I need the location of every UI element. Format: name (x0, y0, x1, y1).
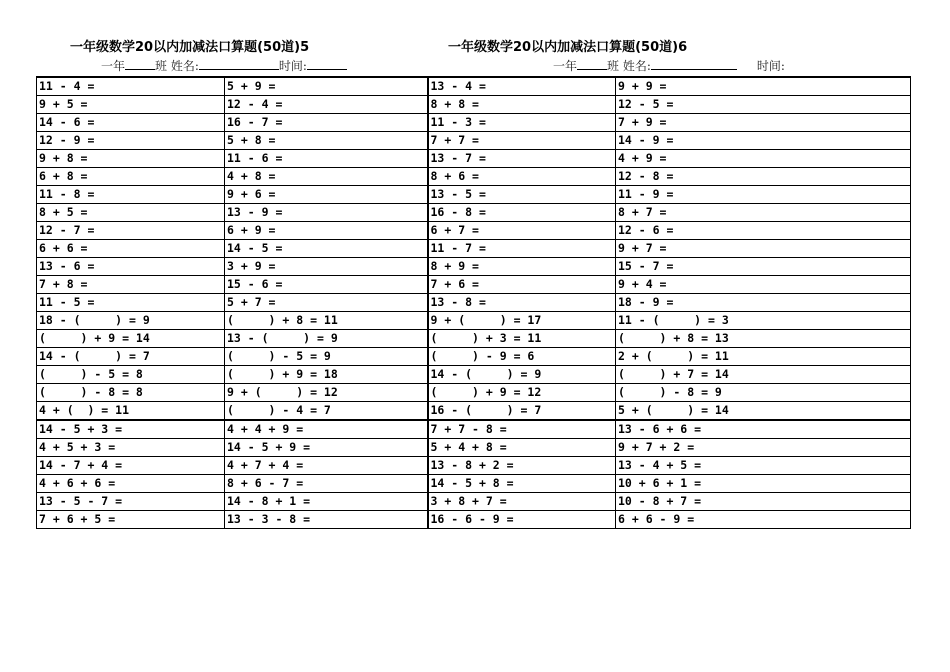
problem-cell: 11 - 6 = (225, 150, 428, 168)
problem-cell: 13 - 7 = (428, 150, 616, 168)
problem-cell: 8 + 8 = (428, 96, 616, 114)
problem-cell: 4 + 9 = (616, 150, 911, 168)
problem-cell: 10 + 6 + 1 = (616, 475, 911, 493)
problem-cell: 14 - 6 = (37, 114, 225, 132)
problem-row (37, 330, 911, 348)
problem-row (37, 348, 911, 366)
problem-row (37, 150, 911, 168)
problem-cell: 13 - 4 + 5 = (616, 457, 911, 475)
problem-row (37, 366, 911, 384)
problem-cell: 12 - 9 = (37, 132, 225, 150)
problem-cell: 13 - 5 = (428, 186, 616, 204)
problem-cell: 14 - 5 + 3 = (37, 420, 225, 439)
problem-row (37, 77, 911, 96)
right-sheet-header-line (553, 57, 785, 74)
grade-label: 一年 (101, 59, 126, 73)
problem-cell: 14 - 8 + 1 = (225, 493, 428, 511)
problem-cell: ( ) + 9 = 18 (225, 366, 428, 384)
problem-cell: 16 - 6 - 9 = (428, 511, 616, 529)
problem-cell: 12 - 8 = (616, 168, 911, 186)
problem-cell: 5 + 9 = (225, 77, 428, 96)
problem-row (37, 240, 911, 258)
problem-cell: 9 + 7 + 2 = (616, 439, 911, 457)
problem-row (37, 114, 911, 132)
problem-cell: 8 + 7 = (616, 204, 911, 222)
grade-label: 一年 (553, 59, 578, 73)
problem-cell: ( ) - 5 = 9 (225, 348, 428, 366)
problem-cell: 8 + 6 - 7 = (225, 475, 428, 493)
problem-cell: 5 + 7 = (225, 294, 428, 312)
problem-cell: 8 + 5 = (37, 204, 225, 222)
problem-cell: 14 - 7 + 4 = (37, 457, 225, 475)
problem-cell: ( ) + 3 = 11 (428, 330, 616, 348)
problem-row (37, 312, 911, 330)
problem-cell: ( ) + 9 = 14 (37, 330, 225, 348)
left-sheet-title: 一年级数学20以内加减法口算题(50道)5 (70, 40, 310, 55)
name-blank (651, 57, 737, 70)
time-label: 时间: (756, 59, 785, 73)
problem-row (37, 475, 911, 493)
problem-cell: 14 - 5 + 8 = (428, 475, 616, 493)
class-blank (577, 57, 607, 70)
problem-cell: 13 - 6 = (37, 258, 225, 276)
problem-cell: 9 + ( ) = 17 (428, 312, 616, 330)
class-name-label: 班 姓名: (607, 59, 651, 73)
problem-cell: 13 - 9 = (225, 204, 428, 222)
problem-cell: 6 + 7 = (428, 222, 616, 240)
problem-cell: 12 - 5 = (616, 96, 911, 114)
left-sheet-header-line (101, 57, 347, 74)
problem-cell: 9 + 4 = (616, 276, 911, 294)
problem-cell: 7 + 8 = (37, 276, 225, 294)
problem-cell: 9 + 5 = (37, 96, 225, 114)
problem-row (37, 511, 911, 529)
problem-cell: 2 + ( ) = 11 (616, 348, 911, 366)
problem-cell: 13 - 6 + 6 = (616, 420, 911, 439)
problem-row (37, 186, 911, 204)
problem-cell: 14 - 5 + 9 = (225, 439, 428, 457)
problem-cell: 12 - 6 = (616, 222, 911, 240)
problem-cell: 4 + ( ) = 11 (37, 402, 225, 421)
problem-cell: ( ) + 9 = 12 (428, 384, 616, 402)
problem-cell: 7 + 6 + 5 = (37, 511, 225, 529)
problem-cell: 9 + 7 = (616, 240, 911, 258)
problem-cell: 13 - 8 = (428, 294, 616, 312)
problem-row (37, 222, 911, 240)
problem-cell: 12 - 4 = (225, 96, 428, 114)
problem-cell: 5 + 4 + 8 = (428, 439, 616, 457)
problem-cell: ( ) - 4 = 7 (225, 402, 428, 421)
problem-cell: 6 + 6 = (37, 240, 225, 258)
problem-row (37, 439, 911, 457)
right-sheet-title: 一年级数学20以内加减法口算题(50道)6 (448, 40, 688, 55)
problem-cell: 11 - 8 = (37, 186, 225, 204)
problem-cell: 18 - 9 = (616, 294, 911, 312)
problem-cell: 5 + ( ) = 14 (616, 402, 911, 421)
problem-cell: 9 + 8 = (37, 150, 225, 168)
problem-cell: 4 + 7 + 4 = (225, 457, 428, 475)
problem-cell: ( ) - 9 = 6 (428, 348, 616, 366)
problem-cell: 9 + 9 = (616, 77, 911, 96)
problem-cell: 7 + 7 - 8 = (428, 420, 616, 439)
problem-cell: 6 + 6 - 9 = (616, 511, 911, 529)
problem-cell: ( ) - 8 = 9 (616, 384, 911, 402)
problem-cell: 3 + 8 + 7 = (428, 493, 616, 511)
problem-cell: 16 - ( ) = 7 (428, 402, 616, 421)
problem-row (37, 493, 911, 511)
problem-cell: 13 - 3 - 8 = (225, 511, 428, 529)
problem-row (37, 402, 911, 421)
problem-cell: 16 - 7 = (225, 114, 428, 132)
name-blank (199, 57, 279, 70)
problem-cell: 14 - 5 = (225, 240, 428, 258)
problem-cell: 5 + 8 = (225, 132, 428, 150)
class-blank (125, 57, 155, 70)
arithmetic-problem-table (36, 76, 911, 529)
time-blank (307, 57, 347, 70)
class-name-label: 班 姓名: (155, 59, 199, 73)
problem-cell: 12 - 7 = (37, 222, 225, 240)
problem-cell: 18 - ( ) = 9 (37, 312, 225, 330)
problem-cell: 11 - 5 = (37, 294, 225, 312)
problem-cell: 15 - 7 = (616, 258, 911, 276)
problem-cell: 11 - 3 = (428, 114, 616, 132)
problem-row (37, 168, 911, 186)
problem-row (37, 457, 911, 475)
problem-row (37, 96, 911, 114)
problem-row (37, 420, 911, 439)
problem-cell: 4 + 8 = (225, 168, 428, 186)
problem-cell: 13 - ( ) = 9 (225, 330, 428, 348)
problem-cell: 7 + 6 = (428, 276, 616, 294)
problem-cell: 14 - ( ) = 7 (37, 348, 225, 366)
problem-row (37, 276, 911, 294)
problem-row (37, 258, 911, 276)
problem-row (37, 204, 911, 222)
time-label: 时间: (278, 59, 307, 73)
problem-cell: 13 - 8 + 2 = (428, 457, 616, 475)
problem-cell: 16 - 8 = (428, 204, 616, 222)
problem-cell: 10 - 8 + 7 = (616, 493, 911, 511)
problem-cell: 13 - 5 - 7 = (37, 493, 225, 511)
problem-cell: 4 + 4 + 9 = (225, 420, 428, 439)
problem-cell: 7 + 7 = (428, 132, 616, 150)
problem-cell: 14 - 9 = (616, 132, 911, 150)
problem-cell: 4 + 5 + 3 = (37, 439, 225, 457)
problem-cell: ( ) - 5 = 8 (37, 366, 225, 384)
problem-cell: 11 - ( ) = 3 (616, 312, 911, 330)
problem-cell: 11 - 9 = (616, 186, 911, 204)
problem-cell: 8 + 9 = (428, 258, 616, 276)
problem-cell: ( ) - 8 = 8 (37, 384, 225, 402)
problem-row (37, 384, 911, 402)
problem-cell: 4 + 6 + 6 = (37, 475, 225, 493)
problem-cell: 9 + 6 = (225, 186, 428, 204)
problem-row (37, 132, 911, 150)
problem-cell: 8 + 6 = (428, 168, 616, 186)
problem-cell: ( ) + 8 = 11 (225, 312, 428, 330)
problem-cell: 7 + 9 = (616, 114, 911, 132)
problem-row (37, 294, 911, 312)
problem-cell: 14 - ( ) = 9 (428, 366, 616, 384)
problem-cell: 11 - 4 = (37, 77, 225, 96)
problem-cell: 11 - 7 = (428, 240, 616, 258)
problem-cell: 15 - 6 = (225, 276, 428, 294)
problem-cell: ( ) + 7 = 14 (616, 366, 911, 384)
problem-cell: ( ) + 8 = 13 (616, 330, 911, 348)
problem-cell: 6 + 9 = (225, 222, 428, 240)
problem-cell: 13 - 4 = (428, 77, 616, 96)
problem-cell: 3 + 9 = (225, 258, 428, 276)
problem-cell: 6 + 8 = (37, 168, 225, 186)
problem-cell: 9 + ( ) = 12 (225, 384, 428, 402)
